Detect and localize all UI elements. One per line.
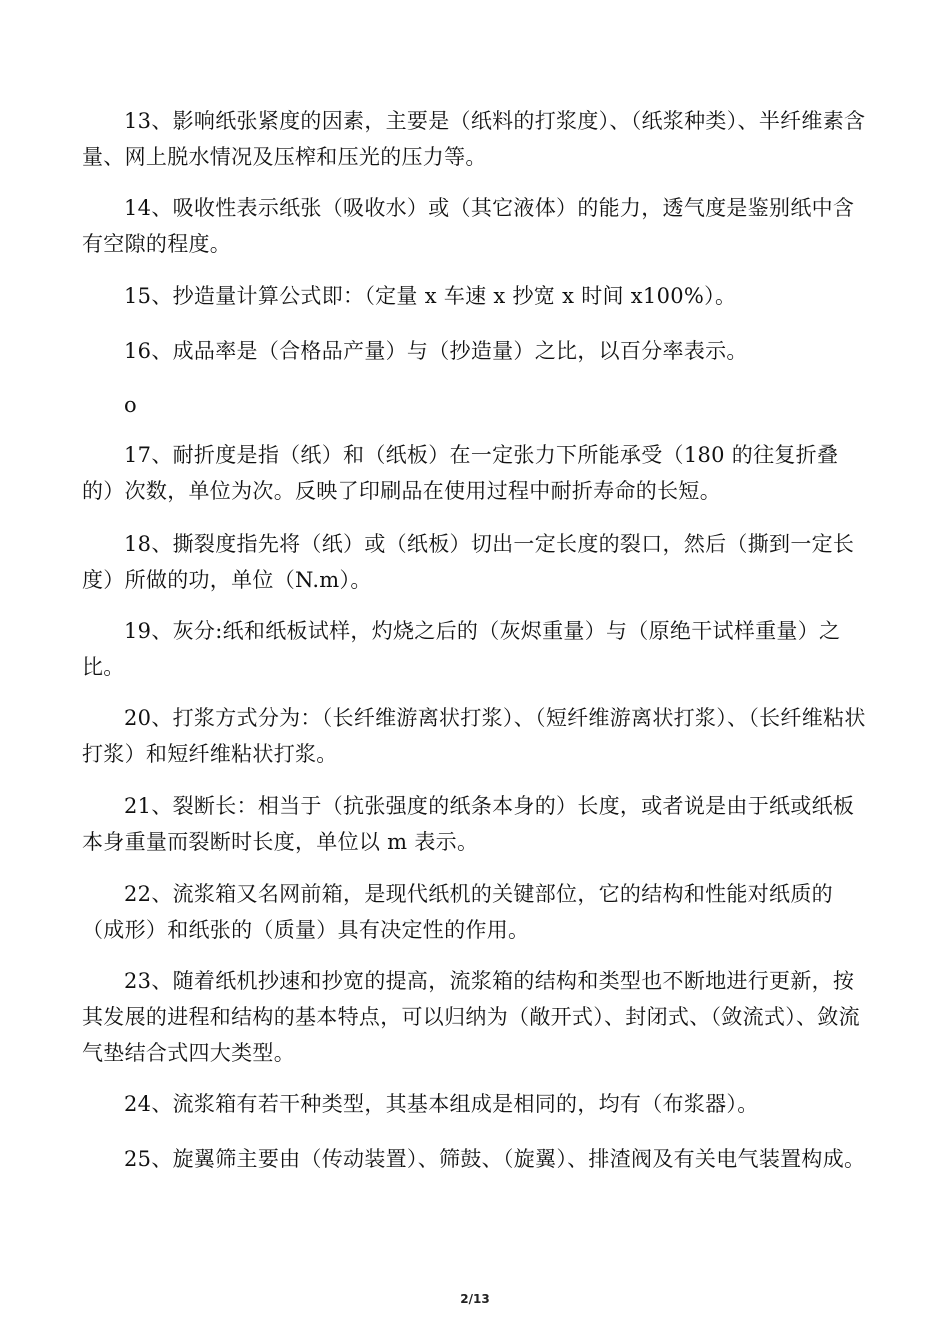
paragraph-23: 23、随着纸机抄速和抄宽的提高，流浆箱的结构和类型也不断地进行更新，按其发展的进程和结构的基本特点，可以归纳为（敞开式）、封闭式、（敛流式）、敛流气垫结合式四大类型。 [82, 969, 860, 1065]
paragraph-25: 25、旋翼筛主要由（传动装置）、筛鼓、（旋翼）、排渣阀及有关电气装置构成。 [124, 1147, 866, 1171]
paragraph-15: 15、抄造量计算公式即：（定量 x 车速 x 抄宽 x 时间 x100%）。 [124, 284, 737, 308]
paragraph-16: 16、成品率是（合格品产量）与（抄造量）之比，以百分率表示。 [124, 339, 748, 363]
paragraph-19: 19、灰分:纸和纸板试样，灼烧之后的（灰烬重量）与（原绝干试样重量）之比。 [82, 619, 841, 679]
paragraph-24: 24、流浆箱有若干种类型，其基本组成是相同的，均有（布浆器）。 [124, 1092, 759, 1116]
paragraph-21: 21、裂断长：相当于（抗张强度的纸条本身的）长度，或者说是由于纸或纸板本身重量而裂断时长度，单位以 m 表示。 [82, 794, 855, 854]
paragraph-18: 18、撕裂度指先将（纸）或（纸板）切出一定长度的裂口，然后（撕到一定长度）所做的功，单位（N.m）。 [82, 532, 855, 592]
paragraph-14: 14、吸收性表示纸张（吸收水）或（其它液体）的能力，透气度是鉴别纸中含有空隙的程度。 [82, 196, 855, 256]
paragraph-17: 17、耐折度是指（纸）和（纸板）在一定张力下所能承受（180 的往复折叠的）次数，单位为次。反映了印刷品在使用过程中耐折寿命的长短。 [82, 443, 839, 503]
paragraph-13: 13、影响纸张紧度的因素，主要是（纸料的打浆度）、（纸浆种类）、半纤维素含量、网上脱水情况及压榨和压光的压力等。 [82, 109, 866, 169]
page-number: 2/13 [460, 1292, 490, 1306]
paragraph-22: 22、流浆箱又名网前箱，是现代纸机的关键部位，它的结构和性能对纸质的（成形）和纸张的（质量）具有决定性的作用。 [82, 882, 833, 942]
paragraph-stray-o: o [124, 393, 137, 417]
paragraph-20: 20、打浆方式分为：（长纤维游离状打浆）、（短纤维游离状打浆）、（长纤维粘状打浆）和短纤维粘状打浆。 [82, 706, 866, 766]
